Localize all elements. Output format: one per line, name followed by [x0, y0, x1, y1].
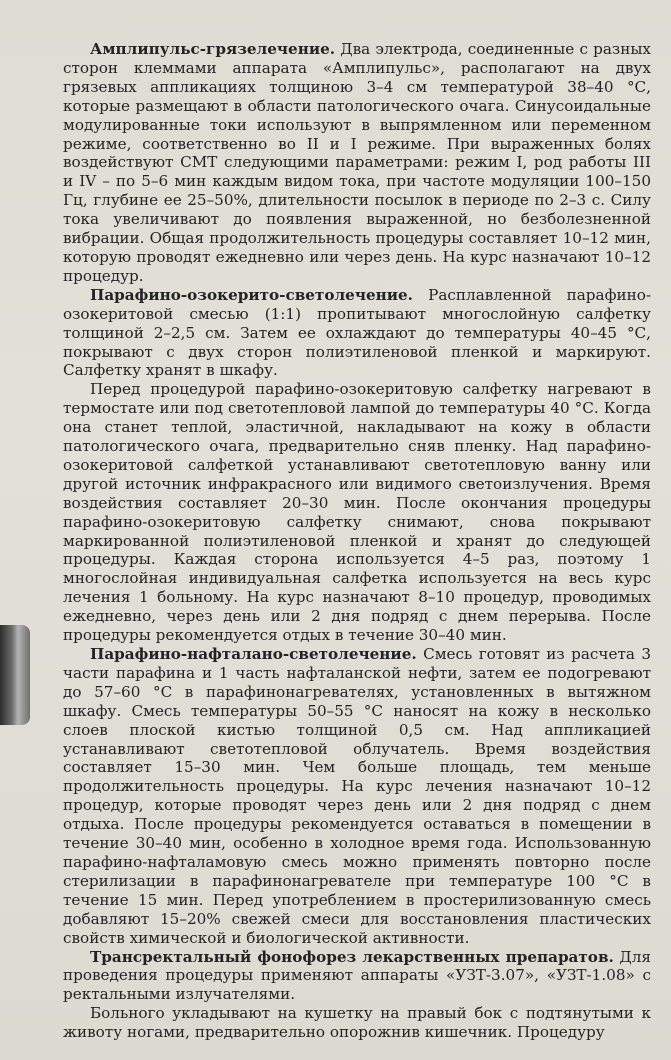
- paragraph-phonophoresis: [63, 948, 651, 1005]
- heading-paraffin-ozokerite: Парафино-озокерито-светолечение.: [90, 285, 413, 304]
- paragraph-amplipulse: [63, 40, 651, 286]
- heading-amplipulse: Амплипульс-грязелечение.: [90, 40, 336, 58]
- text-paraffin-naftalan: Смесь готовят из расчета 3 части парафина и 1 часть нафталанской нефти, затем ее подогревают до 57–60 °С в парафинонагревателях, установленных в вытяжном шкафу. Смесь температуры 50–55 °С наносят на кожу в несколько слоев плоской кистью толщиной 0,5 см. Над аппликацией устанавливают светотепловой облучатель. Время воздействия составляет 15–30 мин. Чем больше площадь, тем меньше продолжительность процедуры. На курс лечения назначают 10–12 процедур, которые проводят через день или 2 дня подряд с днем отдыха. После процедуры рекомендуется оставаться в помещении в течение 30–40 мин, особенно в холодное время года. Использованную парафино-нафталамовую смесь можно применять повторно после стерилизации в парафинонагревателе при температуре 100 °С в течение 15 мин. Перед употреблением в простерилизованную смесь добавляют 15–20% свежей смеси для восстановления пластических свойств химической и биологической активности.: [63, 645, 651, 947]
- text-patient-position: Больного укладывают на кушетку на правый бок с подтянутыми к животу ногами, предварительно опорожнив кишечник. Процедуру: [63, 1004, 651, 1042]
- heading-paraffin-naftalan: Парафино-нафталано-светолечение.: [90, 645, 417, 663]
- binding-clip: [0, 625, 30, 725]
- paragraph-patient-position: [63, 1004, 651, 1042]
- text-amplipulse: Два электрода, соединенные с разных сторон клеммами аппарата «Амплипульс», располагают на двух грязевых аппликациях толщиною 3–4 см температурой 38–40 °С, которые размещают в области патологического очага. Синусоидальные модулированные токи используют в выпрямленном или переменном режиме, соответственно во II и I режиме. При выраженных болях воздействуют СМТ следующими параметрами: режим I, род работы III и IV – по 5–6 мин каждым видом тока, при частоте модуляции 100–150 Гц, глубине ее 25–50%, длительности посылок в периоде по 2–3 с. Силу тока увеличивают до появления выраженной, но безболезненной вибрации. Общая продолжительность процедуры составляет 10–12 мин, которую проводят ежедневно или через день. На курс назначают 10–12 процедур.: [63, 40, 651, 285]
- paragraph-paraffin-naftalan: [63, 645, 651, 948]
- text-paraffin-ozokerite: Расплавленной парафино-озокеритовой смесью (1:1) пропитывают многослойную салфетку толщиной 2–2,5 см. Затем ее охлаждают до температуры 40–45 °С, покрывают с двух сторон полиэтиленовой пленкой и маркируют. Салфетку хранят в шкафу.: [63, 285, 651, 380]
- text-phonophoresis: Для проведения процедуры применяют аппараты «УЗТ-3.07», «УЗТ-1.08» с ректальными излучателями.: [63, 947, 651, 1004]
- body-text: [63, 40, 651, 1042]
- paragraph-before-procedure: [63, 380, 651, 645]
- heading-phonophoresis: Трансректальный фонофорез лекарственных препаратов.: [90, 947, 614, 966]
- paragraph-paraffin-ozokerite: [63, 286, 651, 381]
- text-before-procedure: Перед процедурой парафино-озокеритовую салфетку нагревают в термостате или под светотепловой лампой до температуры 40 °С. Когда она станет теплой, эластичной, накладывают на кожу в области патологического очага, предварительно сняв пленку. Над парафино-озокеритовой салфеткой устанавливают светотепловую ванну или другой источник инфракрасного или видимого светоизлучения. Время воздействия составляет 20–30 мин. После окончания процедуры парафино-озокеритовую салфетку снимают, снова покрывают маркированной полиэтиленовой пленкой и хранят до следующей процедуры. Каждая сторона используется 4–5 раз, поэтому 1 многослойная индивидуальная салфетка используется на весь курс лечения 1 больному. На курс назначают 8–10 процедур, проводимых ежедневно, через день или 2 дня подряд с днем перерыва. После процедуры рекомендуется отдых в течение 30–40 мин.: [63, 380, 651, 645]
